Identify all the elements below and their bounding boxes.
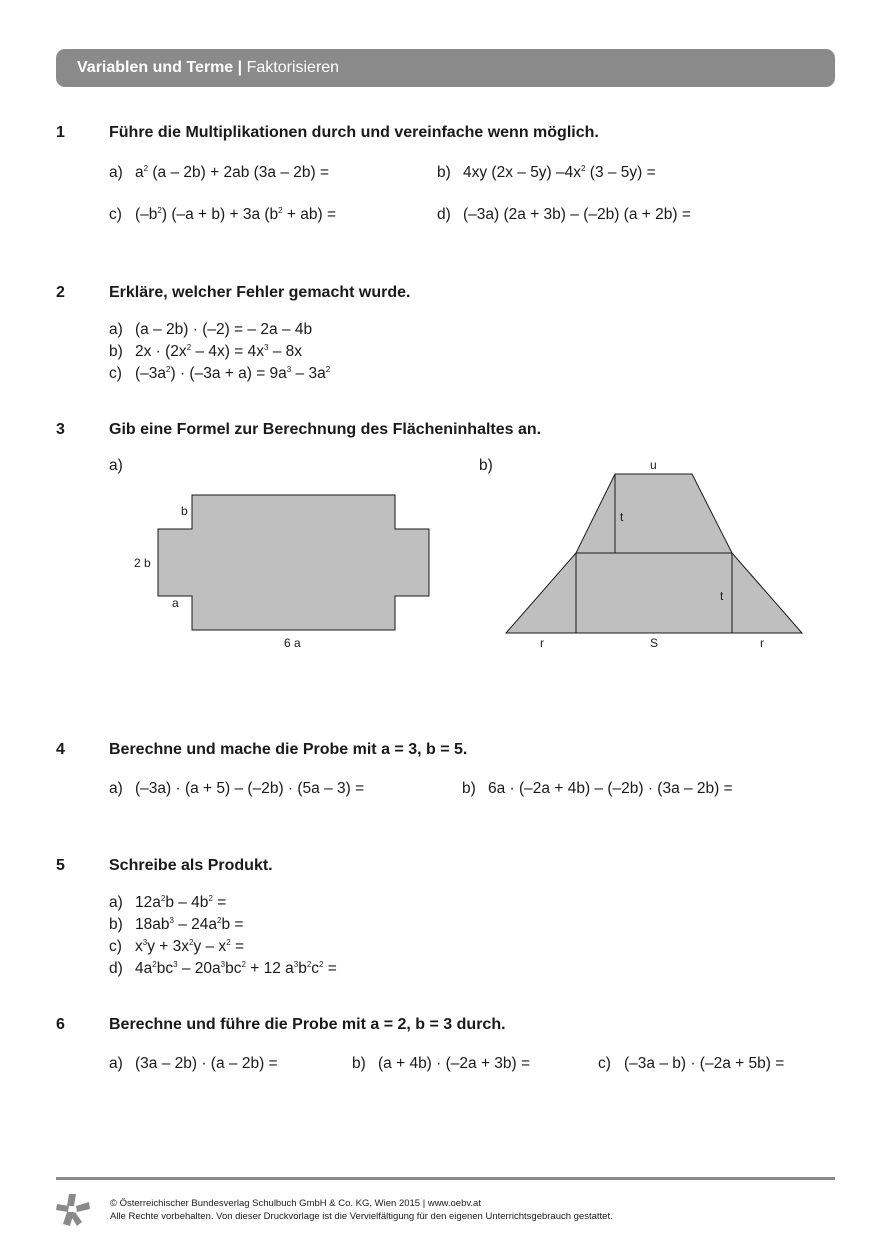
figure-b-dim-s: S [650, 636, 659, 650]
task-1b: b) 4xy (2x – 5y) $-4x^2$ (3 – 5y) = [437, 164, 656, 181]
figure-b-dim-r-right: r [760, 636, 764, 650]
task-5d: d) $4a^2bc^3 - 20a^3bc^2 + 12$ $a^3b^2c^2$ = [109, 960, 337, 977]
task-3-number: 3 [56, 421, 65, 438]
task-2c: c) $(-3a^2) \cdot (-3a + a) = 9a^3 - 3a^2$ [109, 365, 331, 382]
header-separator: | [237, 59, 243, 76]
footer-rights: Alle Rechte vorbehalten. Von dieser Druckvorlage ist die Vervielfältigung für den eigenen Unterrichtsgebrauch gestattet. [110, 1211, 613, 1222]
task-5-number: 5 [56, 857, 65, 874]
task-5b: b) $18ab^3 - 24a^2b$ = [109, 916, 244, 933]
figure-a-label: a) [109, 457, 123, 474]
task-6-question: Berechne und führe die Probe mit a = 2, b = 3 durch. [109, 1016, 506, 1033]
figure-b-label: b) [479, 457, 493, 474]
header-title-bold: Variablen und Terme [77, 59, 234, 76]
task-1c: c) $(-b^2) (-a + b) + 3a$ $(b^2 + ab)$ = [109, 206, 337, 223]
task-2a: a) (a – 2b) · (–2) = – 2a – 4b [109, 321, 313, 338]
task-4a: a) (–3a) · (a + 5) – (–2b) · (5a – 3) = [109, 780, 365, 797]
figure-b-dim-r-left: r [540, 636, 544, 650]
task-4b: b) 6a · (–2a + 4b) – (–2b) · (3a – 2b) = [462, 780, 733, 797]
figure-a-dim-a: a [172, 596, 179, 610]
figure-b-dim-t-top: t [620, 510, 624, 524]
task-1a: a) $a^2$ (a – 2b) + 2ab (3a – 2b) = [109, 164, 330, 181]
task-2-question: Erkläre, welcher Fehler gemacht wurde. [109, 284, 411, 301]
task-3-question: Gib eine Formel zur Berechnung des Flächeninhaltes an. [109, 421, 542, 438]
figure-a-dim-b: b [181, 504, 188, 518]
task-1-number: 1 [56, 124, 65, 141]
figure-a-dim-2b: 2 b [134, 556, 151, 570]
task-5a: a) $12a^2b - 4b^2$ = [109, 894, 227, 911]
task-4-question: Berechne und mache die Probe mit a = 3, b = 5. [109, 741, 468, 758]
task-6b: b) (a + 4b) · (–2a + 3b) = [352, 1055, 531, 1072]
figure-a-dim-6a: 6 a [284, 636, 301, 650]
task-6a: a) (3a – 2b) · (a – 2b) = [109, 1055, 278, 1072]
task-1d: d) (–3a) (2a + 3b) – (–2b) (a + 2b) = [437, 206, 691, 223]
figure-a-shape [158, 495, 429, 630]
task-4-number: 4 [56, 741, 65, 758]
task-5c: c) $x^3y + 3x^2y - x^2$ = [109, 938, 244, 955]
task-5-question: Schreibe als Produkt. [109, 857, 273, 874]
footer-divider [56, 1177, 835, 1180]
footer-copyright: © Österreichischer Bundesverlag Schulbuch GmbH & Co. KG, Wien 2015 | www.oebv.at [110, 1198, 481, 1209]
figure-b-dim-u: u [650, 458, 657, 472]
task-2b: b) $2x \cdot (2x^2 - 4x) = 4x^3 - 8x$ [109, 343, 303, 360]
task-1-question: Führe die Multiplikationen durch und vereinfache wenn möglich. [109, 124, 599, 141]
task-2-number: 2 [56, 284, 65, 301]
header-title-light: Faktorisieren [246, 59, 340, 76]
task-6-number: 6 [56, 1016, 65, 1033]
publisher-logo-icon [55, 1192, 91, 1228]
figure-b-dim-t-bottom: t [720, 589, 724, 603]
task-6c: c) (–3a – b) · (–2a + 5b) = [598, 1055, 785, 1072]
